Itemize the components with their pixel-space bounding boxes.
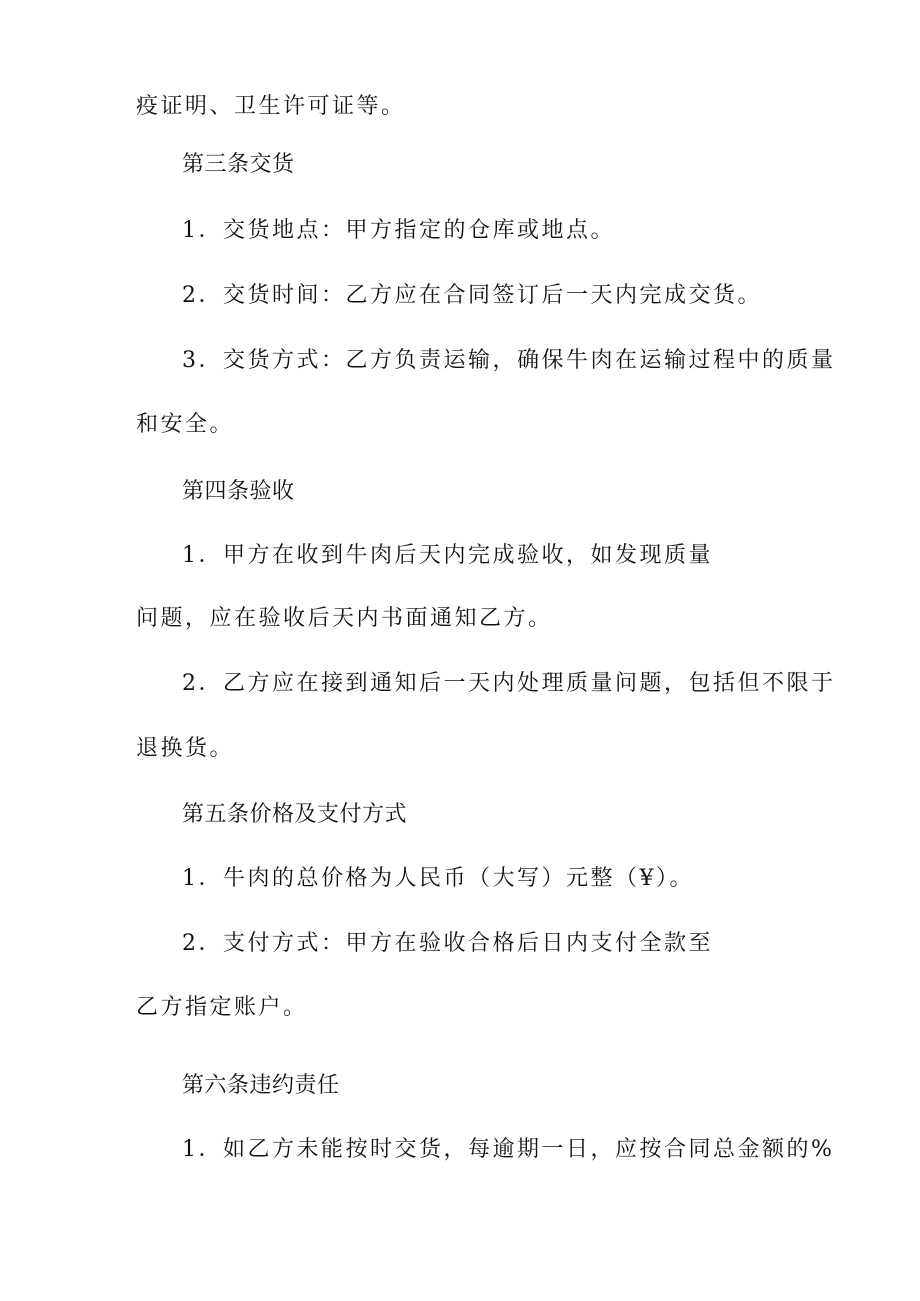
- payment-clause-2-continuation: 乙方指定账户。: [136, 995, 308, 1020]
- section-heading-acceptance: 第四条验收: [182, 479, 295, 504]
- paragraph-continuation: 疫证明、卫生许可证等。: [136, 94, 406, 119]
- delivery-clause-3-continuation: 和安全。: [136, 412, 235, 437]
- delivery-clause-1: 1．交货地点：甲方指定的仓库或地点。: [182, 218, 615, 243]
- payment-clause-1: 1．牛肉的总价格为人民币（大写）元整（¥）。: [182, 866, 694, 891]
- delivery-clause-2: 2．交货时间：乙方应在合同签订后一天内完成交货。: [182, 283, 762, 308]
- payment-clause-2: 2．支付方式：甲方在验收合格后日内支付全款至: [182, 931, 713, 956]
- acceptance-clause-2: 2．乙方应在接到通知后一天内处理质量问题，包括但不限于: [182, 671, 836, 696]
- acceptance-clause-2-continuation: 退换货。: [136, 736, 235, 761]
- section-heading-delivery: 第三条交货: [182, 152, 295, 177]
- section-heading-price-payment: 第五条价格及支付方式: [182, 802, 408, 827]
- liability-clause-1: 1．如乙方未能按时交货，每逾期一日，应按合同总金额的%: [182, 1137, 835, 1162]
- section-heading-liability: 第六条违约责任: [182, 1073, 340, 1098]
- acceptance-clause-1-continuation: 问题，应在验收后天内书面通知乙方。: [136, 606, 553, 631]
- delivery-clause-3: 3．交货方式：乙方负责运输，确保牛肉在运输过程中的质量: [182, 348, 836, 373]
- acceptance-clause-1: 1．甲方在收到牛肉后天内完成验收，如发现质量: [182, 543, 713, 568]
